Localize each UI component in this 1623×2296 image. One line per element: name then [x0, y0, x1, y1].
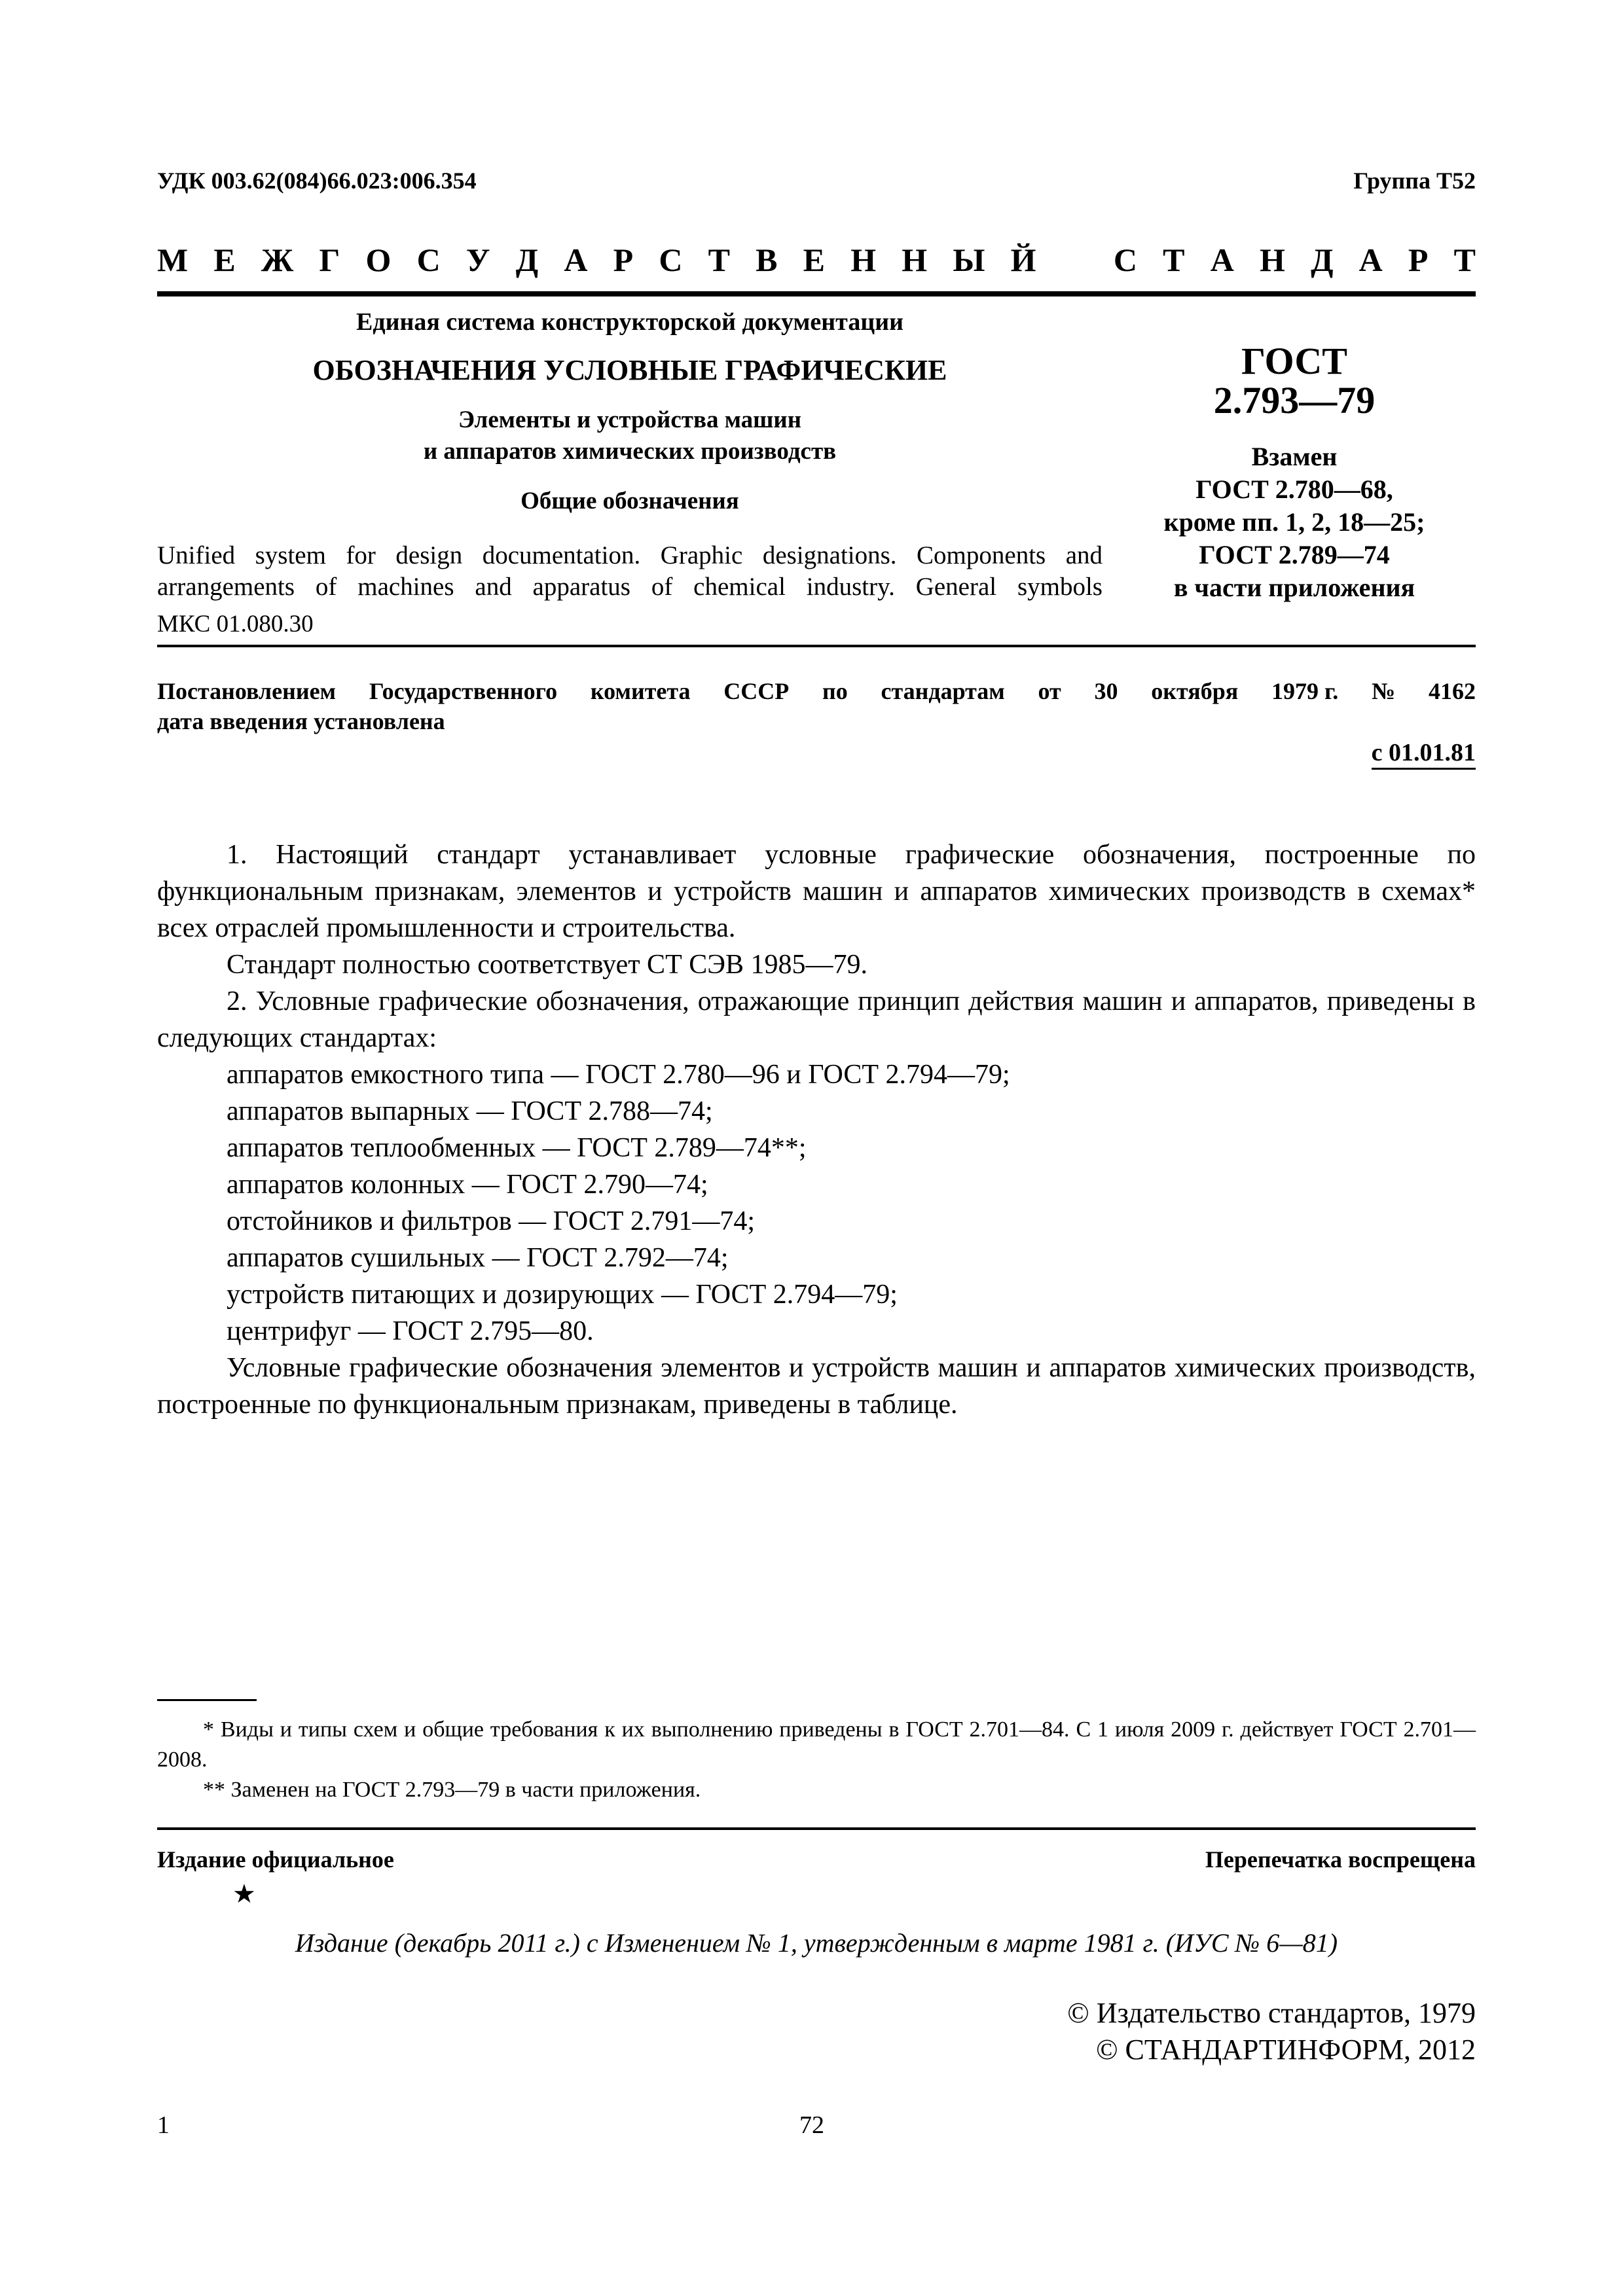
list-item: аппаратов выпарных — ГОСТ 2.788—74; — [227, 1096, 713, 1126]
official-edition-label: Издание официальное — [157, 1846, 394, 1873]
heading-letter: А — [1210, 242, 1234, 278]
introduction-date — [1309, 738, 1476, 767]
heading-letter: Д — [1311, 242, 1334, 278]
replace-line-2: кроме пп. 1, 2, 18—25; — [1163, 507, 1425, 537]
list-item: отстойников и фильтров — ГОСТ 2.791—74; — [227, 1206, 756, 1236]
list-item: аппаратов сушильных — ГОСТ 2.792—74; — [227, 1243, 729, 1273]
body-text — [157, 836, 1476, 1423]
header-divider — [157, 291, 1476, 296]
paragraph-4: Условные графические обозначения элементов и устройств машин и аппаратов химических производств, построенные по функциональным признакам, приведены в таблице. — [157, 1353, 1476, 1420]
document-title: ОБОЗНАЧЕНИЯ УСЛОВНЫЕ ГРАФИЧЕСКИЕ — [312, 354, 947, 386]
star-icon: ★ — [232, 1879, 256, 1909]
edition-note: Издание (декабрь 2011 г.) с Изменением № 1, утвержденным в марте 1981 г. (ИУС № 6—81) — [295, 1928, 1338, 1958]
mks-code: МКС 01.080.30 — [157, 611, 314, 637]
replace-label: Взамен — [1251, 442, 1338, 471]
page-left-number: 1 — [157, 2111, 170, 2139]
group-code: Группа Т52 — [1353, 168, 1476, 194]
list-item: устройств питающих и дозирующих — ГОСТ 2.794—79; — [227, 1280, 898, 1310]
list-item: центрифуг — ГОСТ 2.795—80. — [227, 1316, 594, 1346]
heading-letter: Т — [1163, 242, 1185, 278]
heading-letter: Д — [515, 242, 539, 278]
paragraph-1: 1. Настоящий стандарт устанавливает условные графические обозначения, построенные по функциональным признакам, элементов и устройств машин и аппаратов химических производств в схемах* всех отраслей промышленности и строительства. — [157, 840, 1476, 943]
replace-line-4: в части приложения — [1173, 573, 1415, 602]
copyright-1: © Издательство стандартов, 1979 — [1067, 1997, 1476, 2029]
subtitle-general: Общие обозначения — [520, 488, 739, 514]
footnote-2: ** Заменен на ГОСТ 2.793—79 в части приложения. — [203, 1778, 701, 1802]
heading-letter: В — [756, 242, 778, 278]
interstate-standard-heading — [157, 241, 1476, 279]
reprint-prohibited-label: Перепечатка воспрещена — [1205, 1846, 1476, 1873]
heading-letter: А — [564, 242, 588, 278]
heading-letter: Е — [213, 242, 236, 278]
copyright-2: © СТАНДАРТИНФОРМ, 2012 — [1096, 2034, 1476, 2066]
decree-word: стандартам — [881, 678, 1005, 704]
heading-letter: С — [416, 242, 441, 278]
heading-letter: Р — [1408, 242, 1429, 278]
decree-word: по — [822, 678, 848, 704]
decree-word: Постановлением — [157, 678, 337, 704]
replace-line-3: ГОСТ 2.789—74 — [1199, 540, 1390, 569]
heading-letter: Ж — [261, 242, 294, 278]
gost-number: 2.793—79 — [1213, 379, 1376, 422]
heading-letter: Е — [803, 242, 826, 278]
system-name: Единая система конструкторской документации — [356, 308, 903, 336]
decree-word: 30 — [1094, 678, 1118, 704]
list-item: аппаратов теплообменных — ГОСТ 2.789—74**; — [227, 1133, 807, 1163]
introduction-date-value: с 01.01.81 — [1372, 739, 1476, 770]
english-title-line-2: arrangements of machines and apparatus of chemical industry. General symbols — [157, 573, 1103, 601]
subtitle-line-2: и аппаратов химических производств — [423, 438, 837, 465]
gost-label: ГОСТ — [1241, 340, 1347, 382]
heading-letter: М — [157, 242, 189, 278]
subtitle-line-1: Элементы и устройства машин — [458, 406, 802, 433]
decree-word: комитета — [590, 678, 691, 704]
footer-divider — [157, 1827, 1476, 1830]
decree-word: от — [1038, 678, 1061, 704]
heading-letter: С — [1113, 242, 1137, 278]
decree-word: Государственного — [369, 678, 558, 704]
decree-word: октября — [1151, 678, 1239, 704]
decree-word: СССР — [723, 678, 790, 704]
udk-code: УДК 003.62(084)66.023:006.354 — [157, 168, 477, 194]
heading-letter: Н — [1259, 242, 1285, 278]
heading-letter: У — [465, 242, 490, 278]
heading-gap — [1062, 241, 1088, 279]
decree-line-2: дата введения установлена — [157, 708, 445, 734]
heading-letter: Н — [850, 242, 877, 278]
page-number: 72 — [799, 2111, 824, 2139]
decree-word: № — [1372, 678, 1396, 704]
decree-block — [157, 677, 1476, 735]
heading-letter: Н — [902, 242, 928, 278]
replace-line-1: ГОСТ 2.780—68, — [1195, 475, 1393, 504]
decree-line-1 — [157, 677, 1476, 705]
heading-letter: Т — [1453, 242, 1476, 278]
heading-letter: Ы — [953, 242, 985, 278]
footnotes — [157, 1715, 1476, 1805]
heading-letter: Й — [1010, 242, 1036, 278]
decree-word: 1979 г. — [1271, 678, 1339, 704]
title-divider — [157, 645, 1476, 647]
english-title-line-1: Unified system for design documentation. Graphic designations. Components and — [157, 541, 1103, 569]
heading-letter: С — [659, 242, 683, 278]
decree-word: 4162 — [1429, 678, 1476, 704]
footnote-1: * Виды и типы схем и общие требования к их выполнению приведены в ГОСТ 2.701—84. С 1 июля 2009 г. действует ГОСТ 2.701—2008. — [157, 1717, 1476, 1772]
list-item: аппаратов емкостного типа — ГОСТ 2.780—96 и ГОСТ 2.794—79; — [227, 1060, 1010, 1090]
heading-letter: Т — [708, 242, 730, 278]
paragraph-2: Стандарт полностью соответствует СТ СЭВ 1985—79. — [227, 950, 867, 980]
heading-letter: Р — [613, 242, 634, 278]
paragraph-3: 2. Условные графические обозначения, отражающие принцип действия машин и аппаратов, приведены в следующих стандартах: — [157, 986, 1476, 1053]
heading-letter: А — [1359, 242, 1383, 278]
footnote-divider — [157, 1699, 257, 1701]
heading-letter: Г — [319, 242, 340, 278]
list-item: аппаратов колонных — ГОСТ 2.790—74; — [227, 1170, 708, 1200]
heading-letter: О — [365, 242, 392, 278]
